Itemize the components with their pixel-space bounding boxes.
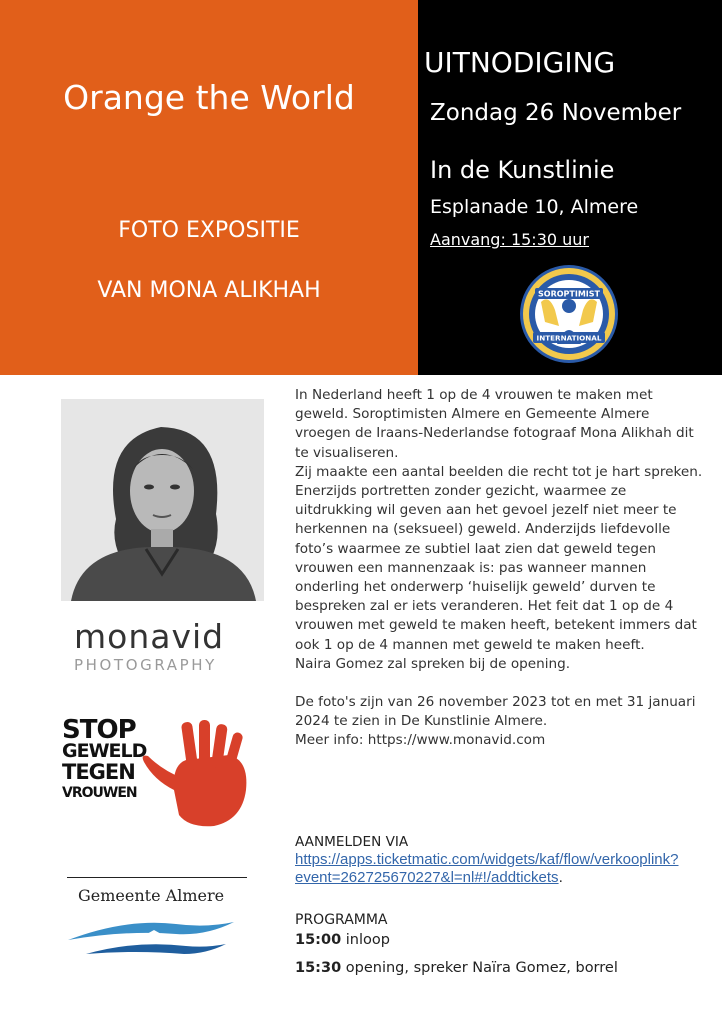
stop-line-2: GEWELD: [62, 740, 147, 762]
monavid-photography-logo: [74, 618, 244, 674]
stop-geweld-logo: [62, 715, 262, 830]
invitation-heading: UITNODIGING: [424, 46, 616, 79]
gemeente-almere-wave-icon: [66, 910, 236, 960]
start-time: Aanvang: 15:30 uur: [430, 230, 589, 249]
seal-text-bottom: INTERNATIONAL: [536, 333, 602, 343]
stop-line-3: TEGEN: [62, 760, 135, 784]
exhibition-dates: De foto's zijn van 26 november 2023 tot en met 31 januari 2024 te zien in De Kunstlinie Almere.: [295, 694, 696, 730]
event-title: Orange the World: [63, 78, 355, 117]
seal-text-top: SOROPTIMIST: [538, 289, 600, 299]
paragraph-description: Zij maakte een aantal beelden die recht tot je hart spreken. Enerzijds portretten zonder gezicht, waarmee ze uitdrukking wil geven aan het gevoel jezelf niet meer te herkennen na (seksueel) geweld. Anderzijds liefdevolle foto’s waarmee ze subtiel laat zien dat geweld tegen vrouwen een mannenzaak is: pas wanneer mannen onderling het onderwerp ‘huiselijk geweld’ durven te bespreken zal er iets veranderen. Het feit dat 1 op de 4 vrouwen met geweld te maken heeft, betekent immers dat ook 1 op de 4 mannen met geweld te maken heeft.: [295, 463, 703, 653]
event-date: Zondag 26 November: [430, 100, 682, 126]
body-text: [295, 386, 705, 751]
programma-item-text: opening, spreker Naïra Gomez, borrel: [341, 960, 618, 976]
registration: [295, 833, 705, 887]
programma: [295, 910, 618, 978]
venue-address: Esplanade 10, Almere: [430, 196, 639, 218]
programma-heading: PROGRAMMA: [295, 912, 388, 928]
programma-item-time: 15:30: [295, 960, 342, 976]
programma-item-text: inloop: [341, 932, 390, 948]
orange-panel: [0, 0, 418, 375]
paragraph-speaker: Naira Gomez zal spreken bij de opening.: [295, 655, 571, 672]
divider: [67, 877, 247, 878]
monavid-logo-sub: PHOTOGRAPHY: [74, 656, 217, 674]
registration-suffix: .: [558, 870, 563, 886]
programma-item-time: 15:00: [295, 932, 342, 948]
stop-line-4: VROUWEN: [62, 785, 137, 801]
monavid-logo-main: monavid: [74, 617, 225, 656]
registration-link[interactable]: https://apps.ticketmatic.com/widgets/kaf/flow/verkooplink?event=262725670227&l=nl#!/addtickets: [295, 851, 679, 886]
paragraph-intro: In Nederland heeft 1 op de 4 vrouwen te maken met geweld. Soroptimisten Almere en Gemeente Almere vroegen de Iraans-Nederlandse fotograaf Mona Alikhah dit te visualiseren.: [295, 387, 694, 461]
stop-line-1: STOP: [62, 715, 136, 745]
soroptimist-seal-icon: [519, 264, 619, 364]
red-hand-icon: [134, 720, 264, 830]
gemeente-almere-name: Gemeente Almere: [78, 886, 225, 905]
more-info: Meer info: https://www.monavid.com: [295, 732, 546, 749]
exhibition-label: FOTO EXPOSITIE: [118, 218, 300, 243]
stop-text: [62, 715, 147, 804]
artist-name: VAN MONA ALIKHAH: [97, 278, 321, 303]
artist-portrait-photo: [61, 399, 264, 601]
programma-item: [295, 958, 618, 978]
venue-name: In de Kunstlinie: [430, 156, 615, 184]
registration-label: AANMELDEN VIA: [295, 834, 409, 850]
programma-item: [295, 930, 618, 950]
